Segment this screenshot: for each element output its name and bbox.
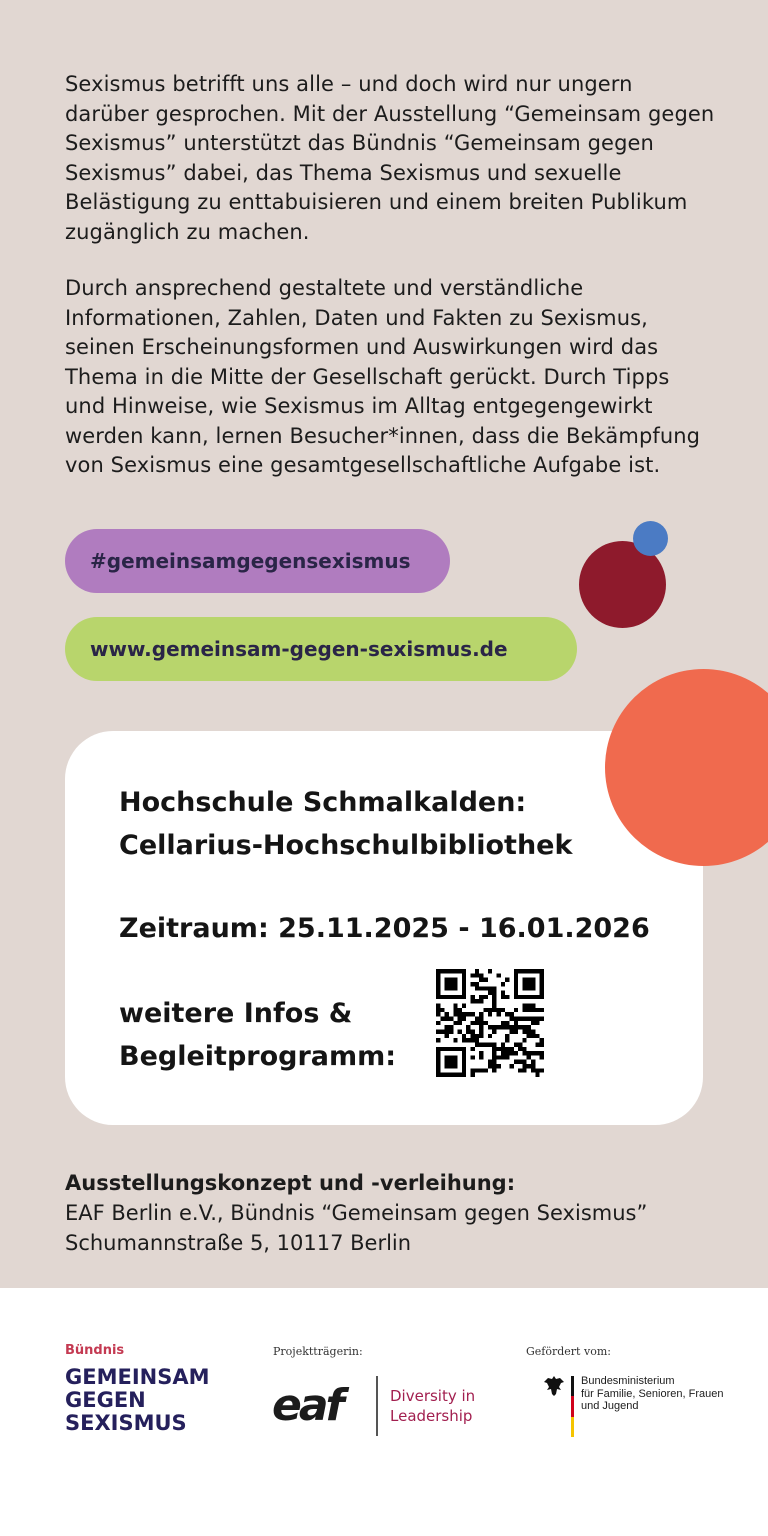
hashtag-pill: #gemeinsamgegensexismus <box>65 529 450 593</box>
credits-heading: Ausstellungskonzept und -verleihung: <box>65 1171 516 1195</box>
buendnis-label: Bündnis <box>65 1343 125 1358</box>
ministry-name: Bundesministerium für Familie, Senioren, Frauen und Jugend <box>581 1375 724 1412</box>
credits-organisation: EAF Berlin e.V., Bündnis “Gemeinsam gegen Sexismus” <box>65 1201 648 1225</box>
credits-address: Schumannstraße 5, 10117 Berlin <box>65 1231 412 1255</box>
intro-text <box>65 70 715 508</box>
credits <box>65 1168 647 1258</box>
eaf-logo: eaf <box>272 1380 342 1431</box>
funded-label: Gefördert vom: <box>526 1345 611 1358</box>
eaf-divider <box>376 1376 378 1436</box>
qr-code-icon[interactable] <box>436 969 544 1077</box>
venue-name: Hochschule Schmalkalden: Cellarius-Hochschulbibliothek <box>119 787 573 861</box>
intro-paragraph-2: Durch ansprechend gestaltete und verständliche Informationen, Zahlen, Daten und Fakten zu Sexismus, seinen Erscheinungsformen und Auswirkungen wird das Thema in die Mitte der Gesellschaft gerückt. Durch Tipps und Hinweise, wie Sexismus im Alltag entgegengewirkt werden kann, lernen Besucher*innen, dass die Bekämpfung von Sexismus eine gesamtgesellschaftliche Aufgabe ist. <box>65 276 701 477</box>
eaf-tagline: Diversity in Leadership <box>390 1387 476 1425</box>
exhibition-period: Zeitraum: 25.11.2025 - 16.01.2026 <box>119 913 650 944</box>
more-info-label: weitere Infos & Begleitprogramm: <box>119 998 397 1072</box>
federal-eagle-icon <box>542 1374 566 1398</box>
flag-stripe <box>571 1376 574 1437</box>
decorative-dot-blue <box>633 521 668 556</box>
intro-paragraph-1: Sexismus betrifft uns alle – und doch wird nur ungern darüber gesprochen. Mit der Ausstellung “Gemeinsam gegen Sexismus” unterstützt das Bündnis “Gemeinsam gegen Sexismus” dabei, das Thema Sexismus und sexuelle Belästigung zu enttabuisieren und einem breiten Publikum zugänglich zu machen. <box>65 72 715 244</box>
website-pill[interactable]: www.gemeinsam-gegen-sexismus.de <box>65 617 577 681</box>
buendnis-logo: GEMEINSAM GEGEN SEXISMUS <box>65 1365 210 1435</box>
project-label: Projektträgerin: <box>273 1345 363 1358</box>
